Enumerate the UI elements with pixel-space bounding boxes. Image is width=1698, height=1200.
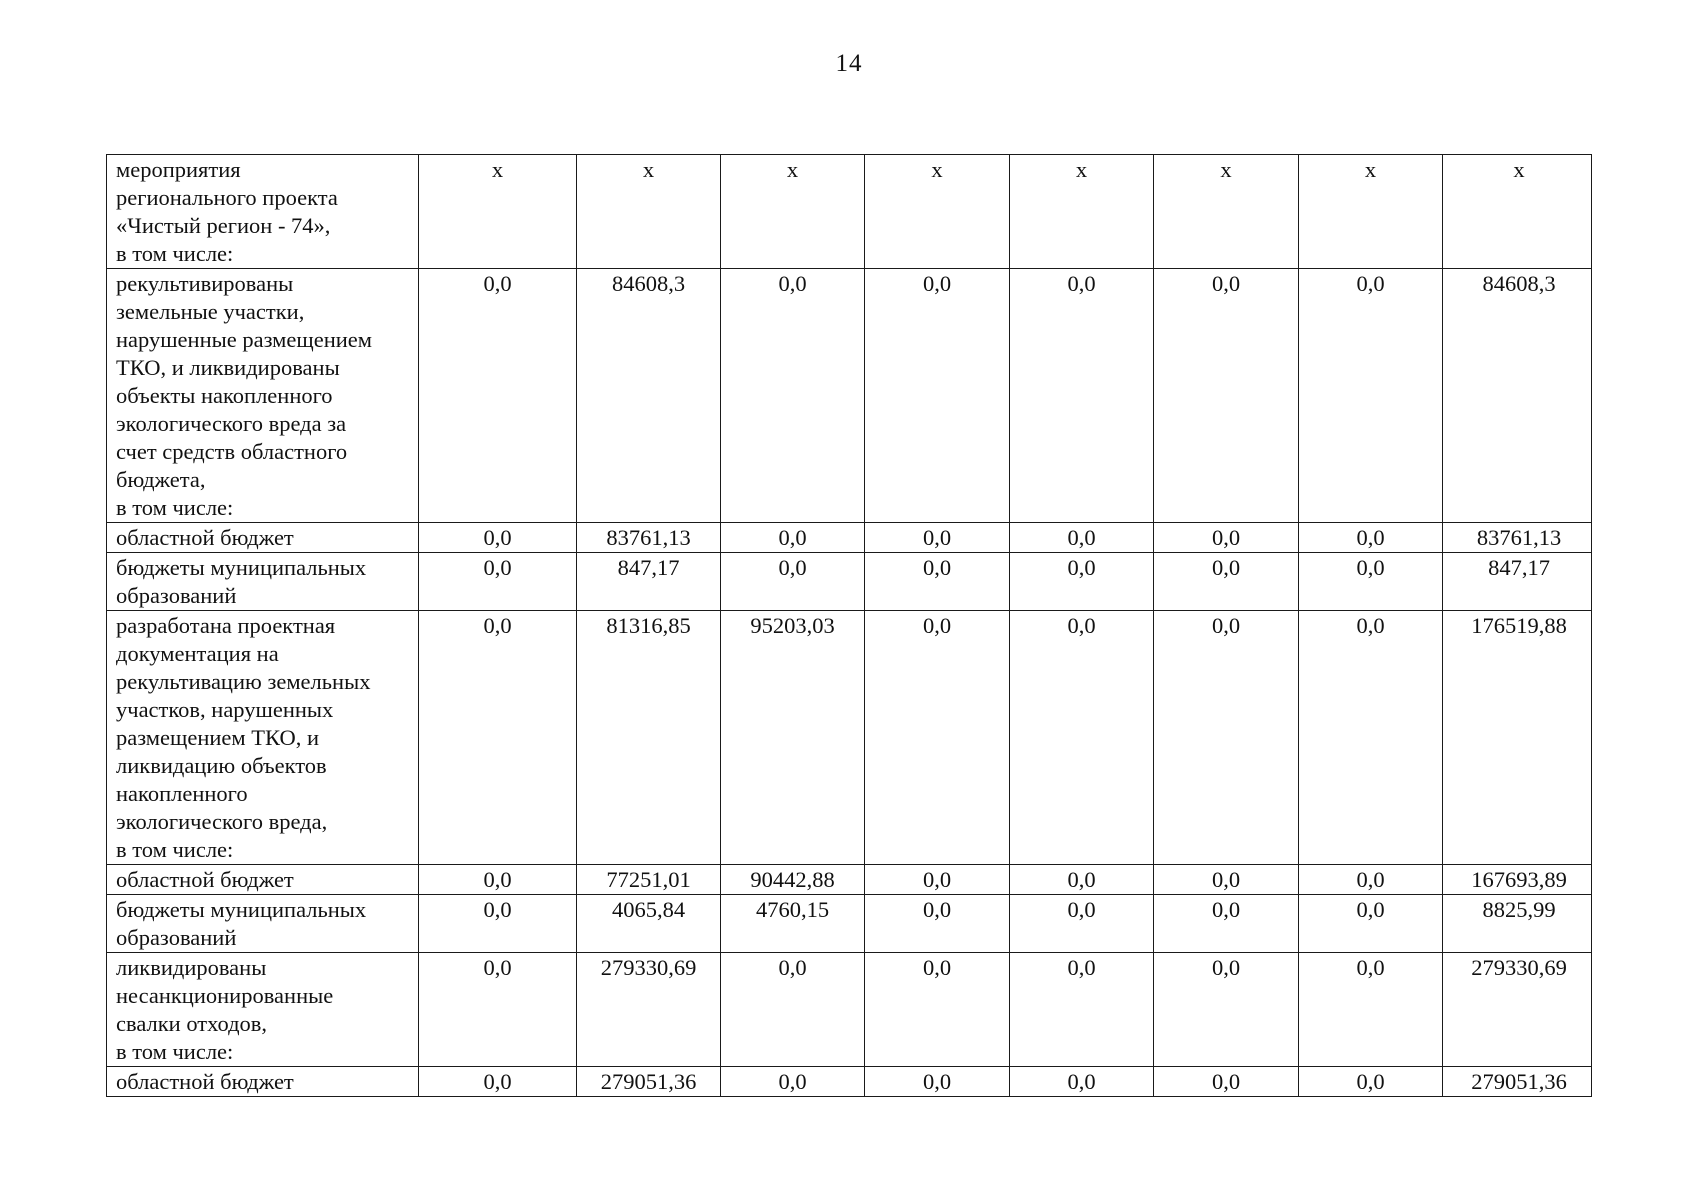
value-text: 0,0 bbox=[1356, 613, 1385, 638]
table-row bbox=[107, 895, 1592, 953]
row-label-line: ТКО, и ликвидированы bbox=[116, 355, 340, 380]
row-label-line: регионального проекта bbox=[116, 185, 338, 210]
value-text: 0,0 bbox=[483, 867, 512, 892]
value-text: 176519,88 bbox=[1471, 613, 1567, 638]
value-cell bbox=[419, 269, 577, 523]
row-label-line: в том числе: bbox=[116, 495, 234, 520]
table-row bbox=[107, 155, 1592, 269]
value-text: 0,0 bbox=[1356, 271, 1385, 296]
value-cell bbox=[419, 895, 577, 953]
value-cell bbox=[721, 953, 865, 1067]
row-label-line: объекты накопленного bbox=[116, 383, 333, 408]
value-text: x bbox=[1220, 157, 1232, 182]
row-label-line: бюджеты муниципальных bbox=[116, 897, 367, 922]
value-text: 0,0 bbox=[1211, 897, 1241, 922]
row-label-line: свалки отходов, bbox=[116, 1011, 268, 1036]
value-cell bbox=[1154, 553, 1299, 611]
value-cell bbox=[1443, 523, 1592, 553]
value-cell bbox=[577, 155, 721, 269]
value-cell bbox=[1154, 523, 1299, 553]
value-cell bbox=[721, 155, 865, 269]
row-label-line: рекультивацию земельных bbox=[116, 669, 371, 694]
value-cell bbox=[1010, 611, 1154, 865]
value-cell bbox=[865, 1067, 1010, 1097]
row-label-cell bbox=[107, 1067, 419, 1097]
value-text: 77251,01 bbox=[606, 867, 691, 892]
value-cell bbox=[865, 611, 1010, 865]
value-text: 279051,36 bbox=[600, 1069, 697, 1094]
value-text: 83761,13 bbox=[606, 525, 691, 550]
value-text: 0,0 bbox=[922, 897, 952, 922]
value-text: 95203,03 bbox=[750, 613, 835, 638]
value-text: 0,0 bbox=[483, 1069, 512, 1094]
value-text: 0,0 bbox=[778, 1069, 807, 1094]
value-cell bbox=[577, 895, 721, 953]
row-label-line: несанкционированные bbox=[116, 983, 334, 1008]
value-cell bbox=[1443, 953, 1592, 1067]
row-label-line: областной бюджет bbox=[116, 1069, 294, 1094]
value-cell bbox=[865, 269, 1010, 523]
row-label-line: разработана проектная bbox=[116, 613, 336, 638]
value-text: 0,0 bbox=[1067, 897, 1096, 922]
value-text: 0,0 bbox=[1356, 1069, 1385, 1094]
row-label-line: в том числе: bbox=[116, 1039, 234, 1064]
row-label-line: ликвидированы bbox=[116, 955, 267, 980]
value-text: 0,0 bbox=[1356, 525, 1385, 550]
value-text: 4760,15 bbox=[755, 897, 830, 922]
value-text: 0,0 bbox=[778, 555, 807, 580]
row-label-cell bbox=[107, 155, 419, 269]
value-text: 0,0 bbox=[922, 555, 952, 580]
value-cell bbox=[1299, 865, 1443, 895]
value-text: 0,0 bbox=[1211, 613, 1241, 638]
value-text: 4065,84 bbox=[611, 897, 686, 922]
row-label-line: бюджеты муниципальных bbox=[116, 555, 367, 580]
value-cell bbox=[721, 269, 865, 523]
value-text: 0,0 bbox=[1211, 955, 1241, 980]
value-text: 0,0 bbox=[922, 613, 952, 638]
value-cell bbox=[419, 523, 577, 553]
value-text: 0,0 bbox=[483, 897, 512, 922]
value-cell bbox=[419, 1067, 577, 1097]
row-label-line: земельные участки, bbox=[116, 299, 305, 324]
row-label-cell bbox=[107, 523, 419, 553]
row-label-cell bbox=[107, 953, 419, 1067]
row-label-line: счет средств областного bbox=[116, 439, 348, 464]
value-text: x bbox=[491, 157, 504, 182]
value-cell bbox=[865, 553, 1010, 611]
value-cell bbox=[577, 523, 721, 553]
value-text: 83761,13 bbox=[1476, 525, 1562, 550]
value-cell bbox=[1010, 895, 1154, 953]
value-cell bbox=[419, 865, 577, 895]
value-cell bbox=[1154, 155, 1299, 269]
value-text: 0,0 bbox=[778, 525, 807, 550]
table-row bbox=[107, 611, 1592, 865]
table-row bbox=[107, 553, 1592, 611]
table-row bbox=[107, 523, 1592, 553]
value-text: x bbox=[1513, 157, 1525, 182]
value-cell bbox=[1154, 1067, 1299, 1097]
value-cell bbox=[721, 553, 865, 611]
value-text: 279330,69 bbox=[600, 955, 697, 980]
value-text: 84608,3 bbox=[1482, 271, 1556, 296]
value-cell bbox=[1010, 1067, 1154, 1097]
row-label-line: «Чистый регион - 74», bbox=[116, 213, 331, 238]
value-text: 0,0 bbox=[1067, 613, 1096, 638]
value-text: 0,0 bbox=[1067, 955, 1096, 980]
value-cell bbox=[865, 523, 1010, 553]
value-text: x bbox=[1364, 157, 1377, 182]
value-text: 0,0 bbox=[1067, 555, 1096, 580]
value-cell bbox=[1299, 269, 1443, 523]
value-text: 0,0 bbox=[922, 867, 952, 892]
value-cell bbox=[1154, 895, 1299, 953]
value-cell bbox=[1154, 865, 1299, 895]
value-text: 0,0 bbox=[1211, 1069, 1241, 1094]
value-text: 81316,85 bbox=[606, 613, 691, 638]
value-cell bbox=[577, 1067, 721, 1097]
value-text: 0,0 bbox=[483, 955, 512, 980]
value-text: 0,0 bbox=[1356, 867, 1385, 892]
value-text: 0,0 bbox=[1356, 955, 1385, 980]
value-text: 90442,88 bbox=[750, 867, 835, 892]
value-cell bbox=[1299, 523, 1443, 553]
row-label-line: образований bbox=[116, 583, 237, 608]
value-cell bbox=[1010, 523, 1154, 553]
row-label-cell bbox=[107, 269, 419, 523]
budget-table bbox=[106, 154, 1592, 1097]
value-text: 0,0 bbox=[922, 1069, 952, 1094]
value-text: 0,0 bbox=[483, 555, 512, 580]
value-cell bbox=[1010, 269, 1154, 523]
row-label-line: участков, нарушенных bbox=[116, 697, 334, 722]
row-label-cell bbox=[107, 553, 419, 611]
value-cell bbox=[721, 611, 865, 865]
value-text: 0,0 bbox=[483, 525, 512, 550]
value-cell bbox=[721, 865, 865, 895]
value-cell bbox=[577, 553, 721, 611]
value-text: 0,0 bbox=[1356, 555, 1385, 580]
row-label-line: накопленного bbox=[116, 781, 248, 806]
row-label-line: экологического вреда за bbox=[116, 411, 347, 436]
value-cell bbox=[577, 953, 721, 1067]
value-cell bbox=[721, 523, 865, 553]
value-cell bbox=[1154, 953, 1299, 1067]
value-text: 0,0 bbox=[1211, 525, 1241, 550]
value-text: 0,0 bbox=[1356, 897, 1385, 922]
value-cell bbox=[865, 155, 1010, 269]
value-text: x bbox=[931, 157, 943, 182]
row-label-line: бюджета, bbox=[116, 467, 206, 492]
value-cell bbox=[1299, 553, 1443, 611]
value-text: 0,0 bbox=[1067, 271, 1096, 296]
value-cell bbox=[1443, 865, 1592, 895]
row-label-line: экологического вреда, bbox=[116, 809, 328, 834]
value-cell bbox=[1299, 155, 1443, 269]
row-label-cell bbox=[107, 895, 419, 953]
value-text: 8825,99 bbox=[1482, 897, 1556, 922]
row-label-line: мероприятия bbox=[116, 157, 241, 182]
row-label-line: документация на bbox=[116, 641, 279, 666]
value-text: 0,0 bbox=[922, 525, 952, 550]
value-cell bbox=[577, 269, 721, 523]
value-text: 0,0 bbox=[1067, 1069, 1096, 1094]
value-cell bbox=[1154, 269, 1299, 523]
value-text: 0,0 bbox=[1067, 525, 1096, 550]
value-cell bbox=[1154, 611, 1299, 865]
value-cell bbox=[419, 953, 577, 1067]
value-cell bbox=[1010, 553, 1154, 611]
value-cell bbox=[1443, 155, 1592, 269]
value-text: 0,0 bbox=[1067, 867, 1096, 892]
table-row bbox=[107, 865, 1592, 895]
value-cell bbox=[1299, 895, 1443, 953]
value-cell bbox=[865, 865, 1010, 895]
value-text: 0,0 bbox=[1211, 555, 1241, 580]
row-label-cell bbox=[107, 865, 419, 895]
value-text: x bbox=[642, 157, 655, 182]
value-text: 0,0 bbox=[778, 271, 807, 296]
value-text: 0,0 bbox=[1211, 271, 1241, 296]
value-cell bbox=[419, 155, 577, 269]
value-text: 0,0 bbox=[778, 955, 807, 980]
value-cell bbox=[1299, 1067, 1443, 1097]
row-label-line: ликвидацию объектов bbox=[116, 753, 327, 778]
value-cell bbox=[721, 1067, 865, 1097]
value-text: x bbox=[786, 157, 799, 182]
value-cell bbox=[1443, 611, 1592, 865]
value-text: 0,0 bbox=[483, 613, 512, 638]
value-cell bbox=[577, 611, 721, 865]
value-text: 279330,69 bbox=[1471, 955, 1567, 980]
row-label-line: областной бюджет bbox=[116, 525, 294, 550]
value-text: 0,0 bbox=[922, 955, 952, 980]
value-text: 84608,3 bbox=[611, 271, 686, 296]
row-label-line: размещением ТКО, и bbox=[116, 725, 320, 750]
value-cell bbox=[419, 611, 577, 865]
row-label-line: образований bbox=[116, 925, 237, 950]
value-text: 0,0 bbox=[483, 271, 512, 296]
value-text: 167693,89 bbox=[1471, 867, 1567, 892]
value-text: x bbox=[1075, 157, 1088, 182]
value-cell bbox=[865, 895, 1010, 953]
row-label-cell bbox=[107, 611, 419, 865]
value-cell bbox=[1010, 865, 1154, 895]
row-label-line: в том числе: bbox=[116, 241, 234, 266]
value-text: 847,17 bbox=[1488, 555, 1550, 580]
value-cell bbox=[577, 865, 721, 895]
row-label-line: нарушенные размещением bbox=[116, 327, 373, 352]
value-cell bbox=[865, 953, 1010, 1067]
value-cell bbox=[1443, 553, 1592, 611]
value-cell bbox=[1299, 953, 1443, 1067]
value-cell bbox=[1010, 953, 1154, 1067]
table-row bbox=[107, 269, 1592, 523]
row-label-line: рекультивированы bbox=[116, 271, 294, 296]
value-cell bbox=[1443, 895, 1592, 953]
value-text: 0,0 bbox=[1211, 867, 1241, 892]
value-cell bbox=[1443, 1067, 1592, 1097]
value-cell bbox=[1443, 269, 1592, 523]
row-label-line: в том числе: bbox=[116, 837, 234, 862]
table-row bbox=[107, 953, 1592, 1067]
value-cell bbox=[1299, 611, 1443, 865]
table-row bbox=[107, 1067, 1592, 1097]
row-label-line: областной бюджет bbox=[116, 867, 294, 892]
value-text: 847,17 bbox=[617, 555, 680, 580]
value-cell bbox=[419, 553, 577, 611]
value-cell bbox=[1010, 155, 1154, 269]
value-cell bbox=[721, 895, 865, 953]
page-number: 14 bbox=[835, 50, 863, 77]
value-text: 0,0 bbox=[922, 271, 952, 296]
value-text: 279051,36 bbox=[1471, 1069, 1567, 1094]
